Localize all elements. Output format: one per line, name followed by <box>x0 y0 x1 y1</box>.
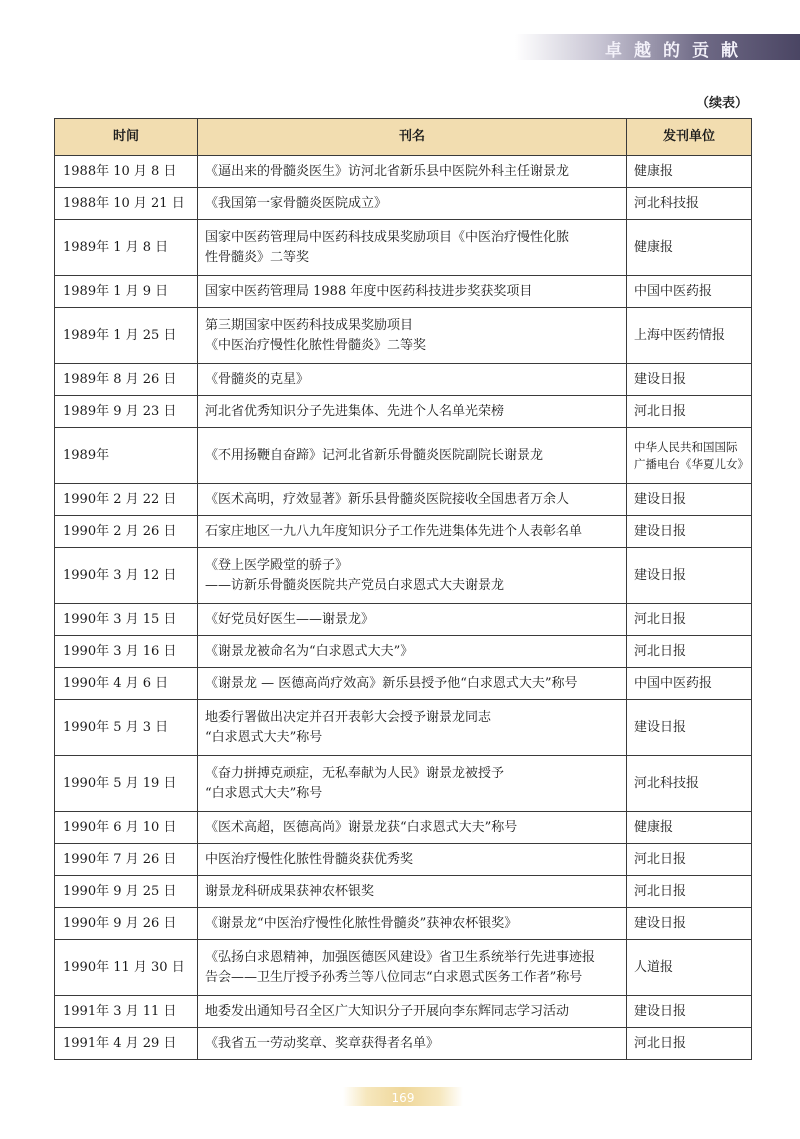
cell-publisher: 健康报 <box>627 156 752 188</box>
cell-title <box>198 876 627 908</box>
table-row <box>55 636 752 668</box>
cell-date: 1988年 10 月 21 日 <box>55 188 198 220</box>
cell-publisher: 健康报 <box>627 812 752 844</box>
cell-title <box>198 636 627 668</box>
table-row <box>55 756 752 812</box>
cell-publisher: 河北日报 <box>627 844 752 876</box>
title-line: 《医术高超，医德高尚》谢景龙获“白求恩式大夫”称号 <box>205 819 518 835</box>
title-line: 《谢景龙 — 医德高尚疗效高》新乐县授予他“白求恩式大夫”称号 <box>205 675 578 691</box>
cell-title <box>198 396 627 428</box>
table-row <box>55 908 752 940</box>
cell-publisher: 建设日报 <box>627 548 752 604</box>
cell-publisher: 建设日报 <box>627 484 752 516</box>
cell-title <box>198 844 627 876</box>
title-line: 《我国第一家骨髓炎医院成立》 <box>205 195 388 211</box>
table-row <box>55 996 752 1028</box>
title-line: 《医术高明，疗效显著》新乐县骨髓炎医院接收全国患者万余人 <box>205 491 570 507</box>
cell-publisher: 河北日报 <box>627 636 752 668</box>
table-row <box>55 668 752 700</box>
cell-date: 1990年 2 月 22 日 <box>55 484 198 516</box>
title-line: 国家中医药管理局 1988 年度中医药科技进步奖获奖项目 <box>205 283 533 299</box>
column-header-publisher: 发刊单位 <box>627 119 752 156</box>
cell-title <box>198 156 627 188</box>
title-line: 第三期国家中医药科技成果奖励项目 <box>205 317 414 333</box>
cell-publisher: 建设日报 <box>627 516 752 548</box>
cell-title <box>198 940 627 996</box>
title-line: “白求恩式大夫”称号 <box>205 785 323 801</box>
cell-title <box>198 996 627 1028</box>
title-line: 地委发出通知号召全区广大知识分子开展向李东辉同志学习活动 <box>205 1003 570 1019</box>
cell-date: 1990年 3 月 16 日 <box>55 636 198 668</box>
table-row <box>55 1028 752 1060</box>
cell-date: 1988年 10 月 8 日 <box>55 156 198 188</box>
title-line: 中医治疗慢性化脓性骨髓炎获优秀奖 <box>205 851 414 867</box>
table-row <box>55 364 752 396</box>
cell-date: 1990年 9 月 25 日 <box>55 876 198 908</box>
cell-title <box>198 364 627 396</box>
cell-date: 1990年 3 月 15 日 <box>55 604 198 636</box>
cell-publisher: 河北科技报 <box>627 756 752 812</box>
title-line: 谢景龙科研成果获神农杯银奖 <box>205 883 375 899</box>
cell-date: 1989年 1 月 9 日 <box>55 276 198 308</box>
cell-title <box>198 220 627 276</box>
page-number: 169 <box>391 1091 415 1105</box>
cell-title <box>198 812 627 844</box>
cell-title <box>198 756 627 812</box>
table-row <box>55 308 752 364</box>
cell-title <box>198 276 627 308</box>
title-line: 《逼出来的骨髓炎医生》访河北省新乐县中医院外科主任谢景龙 <box>205 163 570 179</box>
section-banner <box>515 34 800 60</box>
cell-title <box>198 308 627 364</box>
title-line: 《登上医学殿堂的骄子》 <box>205 557 349 573</box>
cell-publisher: 河北日报 <box>627 1028 752 1060</box>
cell-publisher: 上海中医药情报 <box>627 308 752 364</box>
table-row <box>55 484 752 516</box>
cell-title <box>198 908 627 940</box>
cell-publisher: 河北日报 <box>627 876 752 908</box>
table-header-row <box>55 119 752 156</box>
cell-publisher: 人道报 <box>627 940 752 996</box>
cell-publisher: 建设日报 <box>627 996 752 1028</box>
cell-date: 1990年 5 月 3 日 <box>55 700 198 756</box>
cell-publisher: 中国中医药报 <box>627 668 752 700</box>
cell-date: 1990年 2 月 26 日 <box>55 516 198 548</box>
cell-publisher: 河北科技报 <box>627 188 752 220</box>
cell-title <box>198 188 627 220</box>
cell-publisher: 建设日报 <box>627 700 752 756</box>
cell-title <box>198 668 627 700</box>
title-line: 《奋力拼搏克顽症，无私奉献为人民》谢景龙被授予 <box>205 765 505 781</box>
table-row <box>55 220 752 276</box>
title-line: 《谢景龙被命名为“白求恩式大夫”》 <box>205 643 414 659</box>
cell-publisher: 中国中医药报 <box>627 276 752 308</box>
title-line: 《中医治疗慢性化脓性骨髓炎》二等奖 <box>205 337 427 353</box>
table-row <box>55 844 752 876</box>
table-row <box>55 516 752 548</box>
table-row <box>55 812 752 844</box>
table-row <box>55 188 752 220</box>
table-row <box>55 876 752 908</box>
cell-date: 1991年 3 月 11 日 <box>55 996 198 1028</box>
cell-title <box>198 604 627 636</box>
continued-label: （续表） <box>695 96 748 111</box>
cell-publisher: 中华人民共和国国际广播电台《华夏儿女》 <box>627 428 752 484</box>
table-body <box>55 156 752 1060</box>
table-row <box>55 396 752 428</box>
cell-publisher: 建设日报 <box>627 364 752 396</box>
title-line: ——访新乐骨髓炎医院共产党员白求恩式大夫谢景龙 <box>205 577 505 593</box>
cell-title <box>198 516 627 548</box>
title-line: 《谢景龙“中医治疗慢性化脓性骨髓炎”获神农杯银奖》 <box>205 915 518 931</box>
title-line: “白求恩式大夫”称号 <box>205 729 323 745</box>
cell-date: 1989年 1 月 8 日 <box>55 220 198 276</box>
cell-publisher: 河北日报 <box>627 396 752 428</box>
cell-date: 1990年 3 月 12 日 <box>55 548 198 604</box>
cell-date: 1990年 4 月 6 日 <box>55 668 198 700</box>
cell-date: 1989年 <box>55 428 198 484</box>
cell-date: 1991年 4 月 29 日 <box>55 1028 198 1060</box>
cell-date: 1990年 5 月 19 日 <box>55 756 198 812</box>
cell-title <box>198 700 627 756</box>
cell-date: 1990年 9 月 26 日 <box>55 908 198 940</box>
cell-date: 1989年 9 月 23 日 <box>55 396 198 428</box>
cell-publisher: 建设日报 <box>627 908 752 940</box>
table-row <box>55 276 752 308</box>
records-table <box>54 118 752 1060</box>
title-line: 《骨髓炎的克星》 <box>205 371 310 387</box>
table-row <box>55 428 752 484</box>
cell-date: 1989年 1 月 25 日 <box>55 308 198 364</box>
table-row <box>55 604 752 636</box>
title-line: 《好党员好医生——谢景龙》 <box>205 611 375 627</box>
cell-date: 1989年 8 月 26 日 <box>55 364 198 396</box>
title-line: 性骨髓炎》二等奖 <box>205 249 310 265</box>
cell-title <box>198 428 627 484</box>
title-line: 《不用扬鞭自奋蹄》记河北省新乐骨髓炎医院副院长谢景龙 <box>205 447 544 463</box>
cell-publisher: 健康报 <box>627 220 752 276</box>
table-row <box>55 700 752 756</box>
cell-title <box>198 1028 627 1060</box>
column-header-date: 时间 <box>55 119 198 156</box>
title-line: 《弘扬白求恩精神，加强医德医风建设》省卫生系统举行先进事迹报 <box>205 949 596 965</box>
table-row <box>55 940 752 996</box>
title-line: 河北省优秀知识分子先进集体、先进个人名单光荣榜 <box>205 403 505 419</box>
title-line: 地委行署做出决定并召开表彰大会授予谢景龙同志 <box>205 709 492 725</box>
cell-publisher: 河北日报 <box>627 604 752 636</box>
cell-date: 1990年 11 月 30 日 <box>55 940 198 996</box>
title-line: 《我省五一劳动奖章、奖章获得者名单》 <box>205 1035 440 1051</box>
title-line: 告会——卫生厅授予孙秀兰等八位同志“白求恩式医务工作者”称号 <box>205 969 583 985</box>
title-line: 国家中医药管理局中医药科技成果奖励项目《中医治疗慢性化脓 <box>205 229 570 245</box>
page-number-bar <box>343 1087 463 1106</box>
cell-date: 1990年 6 月 10 日 <box>55 812 198 844</box>
table-row <box>55 548 752 604</box>
cell-title <box>198 548 627 604</box>
table-row <box>55 156 752 188</box>
section-banner-title: 卓越的贡献 <box>605 41 750 61</box>
title-line: 石家庄地区一九八九年度知识分子工作先进集体先进个人表彰名单 <box>205 523 583 539</box>
cell-title <box>198 484 627 516</box>
column-header-title: 刊名 <box>198 119 627 156</box>
cell-date: 1990年 7 月 26 日 <box>55 844 198 876</box>
